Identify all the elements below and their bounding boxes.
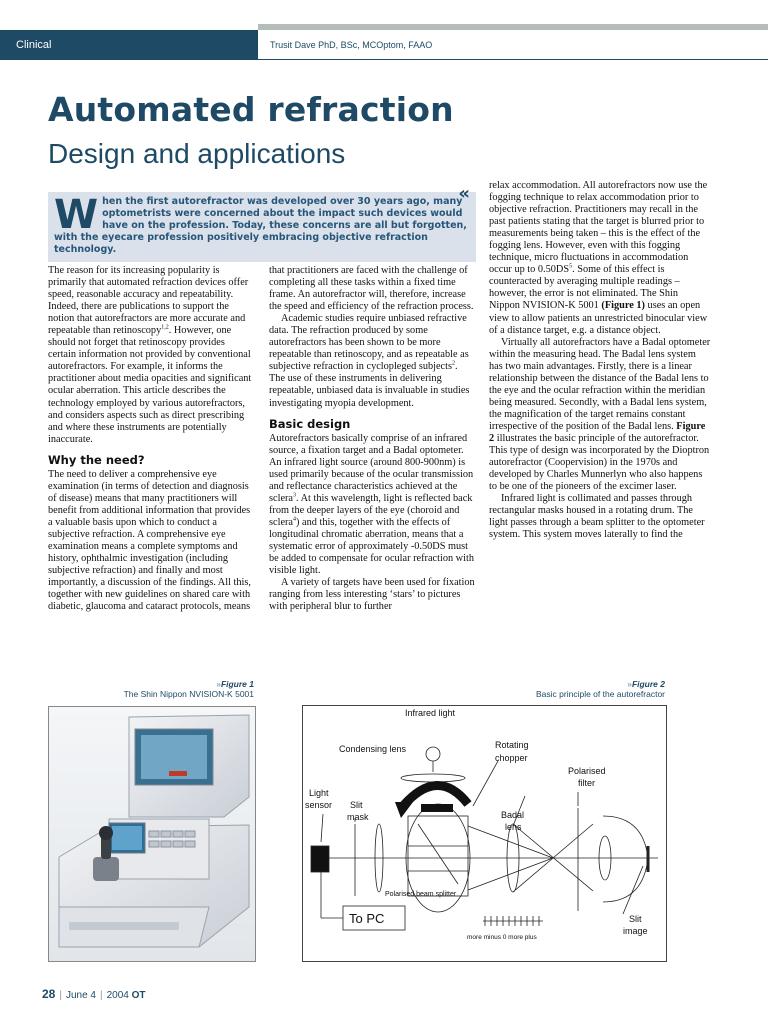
infrared-bulb — [426, 747, 440, 761]
paragraph — [489, 180, 711, 337]
label-light-2: sensor — [305, 800, 333, 810]
label-slitmask-1: Slit — [350, 800, 363, 810]
label-slitimage-2: image — [623, 926, 648, 936]
standfirst-text: hen the first autorefractor was developed over 30 years ago, many optometrists were concerned about the impact such devices would have on the profession. Today, these concerns are all but forgotten, with the eyecare profession positively embracing objective refraction technology. — [54, 196, 467, 255]
column-1 — [48, 265, 253, 613]
label-polarised-1: Polarised — [568, 766, 606, 776]
label-to-pc: To PC — [349, 911, 385, 926]
section-label: Clinical — [0, 30, 258, 60]
figure-caption-text: The Shin Nippon NVISION-K 5001 — [123, 689, 254, 699]
condensing-lens — [401, 774, 465, 782]
heading-why-need: Why the need? — [48, 452, 145, 467]
label-light-1: Light — [309, 788, 329, 798]
eye — [603, 816, 648, 902]
figure-2-caption — [460, 679, 665, 699]
citation: 1,2 — [161, 324, 169, 331]
light-sensor — [311, 846, 329, 872]
label-beam-splitter: Polarised beam splitter — [385, 891, 457, 898]
issue-year: 2004 — [106, 990, 129, 1001]
autorefractor-illustration — [49, 707, 255, 961]
figure-1-caption — [48, 679, 254, 699]
label-infrared: Infrared light — [405, 708, 456, 718]
paragraph: A variety of targets have been used for fixation ranging from less interesting ‘stars’ to pictures with peripheral blur to further — [269, 577, 475, 613]
paragraph — [489, 337, 711, 494]
article-title: Automated refraction — [48, 90, 454, 129]
label-rotating-1: Rotating — [495, 740, 529, 750]
page-number: 28 — [42, 987, 56, 1001]
text-run: uses an open view to allow patients an unrestricted binocular view of a distance target, e.g. a distance object. — [489, 300, 708, 336]
standfirst-box — [48, 183, 476, 262]
label-rotating-2: chopper — [495, 753, 528, 763]
drop-cap: W — [54, 192, 99, 238]
header-rule — [258, 59, 768, 60]
text-run: . At this wavelength, light is reflected back from the deeper layers of the eye (choroid and sclera — [269, 492, 473, 528]
figure-reference: Figure 2 — [489, 420, 706, 444]
paragraph: that practitioners are faced with the challenge of completing all these tasks within a fixed time frame. An autorefractor will, therefore, increase the speed and efficiency of the refraction process. — [269, 265, 474, 313]
paragraph: Infrared light is collimated and passes through rectangular masks housed in a rotating drum. The light passes through a beam splitter to the optometer system. This system moves laterally to find the — [489, 493, 705, 541]
text-run: . Some of this effect is counteracted by averaging multiple readings – however, the error is not eliminated. The Shin Nippon NVISION-K 5001 — [489, 264, 680, 312]
figure-label: Figure 2 — [631, 679, 665, 689]
autorefractor-photo — [48, 706, 256, 962]
figure-reference: (Figure 1) — [601, 300, 645, 312]
text-run: illustrates the basic principle of the autorefractor. This type of design was incorporated by the Dioptron autorefractor (Coopervision) in the 1970s and developed by Charles Munnerlyn who also happens to be one of the pioneers of the excimer laser. — [489, 432, 710, 493]
figure-caption-text: Basic principle of the autorefractor — [536, 689, 665, 699]
label-badal-1: Badal — [501, 810, 525, 820]
page-footer: 28 | June 4 | 2004 OT — [42, 987, 146, 1001]
text-run: Autorefractors basically comprise of an infrared source, a fixation target and a Badal optometer. An infrared light source (around 800-900nm) is used primarily because of the ocular transmission and reflectance characteristics achieved at the sclera — [269, 432, 474, 504]
label-polarised-2: filter — [578, 778, 596, 788]
article-subtitle: Design and applications — [48, 138, 346, 169]
label-scale: more minus 0 more plus — [467, 934, 537, 941]
text-run: The reason for its increasing popularity is primarily that automated refraction devices offer speed, reasonable accuracy and repeatability. Indeed, there are publications to support the notion that autorefractors are more accurate and repeatable than retinoscopy — [48, 265, 249, 337]
citation: 2 — [452, 360, 455, 367]
optical-schematic — [303, 706, 666, 961]
author-byline: Trusit Dave PhD, BSc, MCOptom, FAAO — [270, 40, 433, 50]
arrow-icon: » — [627, 679, 632, 689]
column-2 — [269, 265, 475, 613]
label-badal-2: lens — [505, 822, 522, 832]
paragraph — [48, 265, 253, 446]
text-run: . The use of these instruments in delivering repeatable, unbiased data is invaluable in studies investigating myopia development. — [269, 361, 470, 409]
paragraph — [269, 433, 475, 578]
text-run: . However, one should not forget that retinoscopy provides certain information not provided by conventional autorefractors. For example, it informs the practitioner about media opacities and significant ocular aberration. This article describes the technology employed by various autorefractors, and considers aspects such as direct prescribing and where these instruments are potentially inaccurate. — [48, 325, 252, 445]
quote-icon: « — [458, 183, 470, 204]
rotating-chopper-arrow — [403, 785, 468, 806]
label-slitimage-1: Slit — [629, 914, 642, 924]
figure-label: Figure 1 — [220, 679, 254, 689]
citation: 4 — [293, 516, 297, 523]
magazine-name: OT — [131, 990, 146, 1001]
arrow-icon: » — [216, 679, 221, 689]
issue-date: June 4 — [65, 990, 96, 1001]
text-run: relax accommodation. All autorefractors now use the fogging technique to relax accommodation prior to objective refraction. Practitioners may recall in the past patients stating that the target is blurred prior to measurements being taken – this is the effect of the fogging lens. However, even with this fogging technique, micro fluctuations in accommodation occur up to 0.50DS — [489, 180, 708, 276]
label-condensing: Condensing lens — [339, 744, 407, 754]
page-header — [0, 30, 768, 60]
autorefractor-diagram — [302, 705, 667, 962]
citation: 3 — [293, 492, 297, 499]
label-slitmask-2: mask — [347, 812, 369, 822]
text-run: Virtually all autorefractors have a Badal optometer within the measuring head. The Badal lens system has two main advantages. Firstly, there is a linear relationship between the distance of the Badal lens to the eye and the ocular refraction within the meridian being measured. Secondly, with a Badal lens system, the magnification of the target remains constant irrespective of the position of the Badal lens. — [489, 336, 711, 432]
column-3 — [489, 180, 711, 541]
citation: 5 — [569, 263, 573, 270]
paragraph — [269, 313, 475, 409]
paragraph: The need to deliver a comprehensive eye examination (in terms of detection and diagnosis of disease) means that many practitioners will benefit from additional information that provides a valuable basis upon which to conduct a subjective refraction. A comprehensive eye examination means a complete symptoms and history, ophthalmic investigation (including subjective refraction) and finally and most importantly, a discussion of the findings. All this, together with new guidelines on shared care with diabetic, glaucoma and cataract protocols, means — [48, 468, 251, 613]
text-run: Academic studies require unbiased refractive data. The refraction produced by some autorefractors has been shown to be more repeatable than retinoscopy, and as repeatable as subjective refraction in cyclopleged subjects — [269, 313, 469, 373]
heading-basic-design: Basic design — [269, 416, 351, 431]
text-run: ) and this, together with the effects of longitudinal chromatic aberration, means that a systematic error of approximately -0.50DS must be added to compensate for ocular refraction with visible light. — [269, 516, 474, 577]
